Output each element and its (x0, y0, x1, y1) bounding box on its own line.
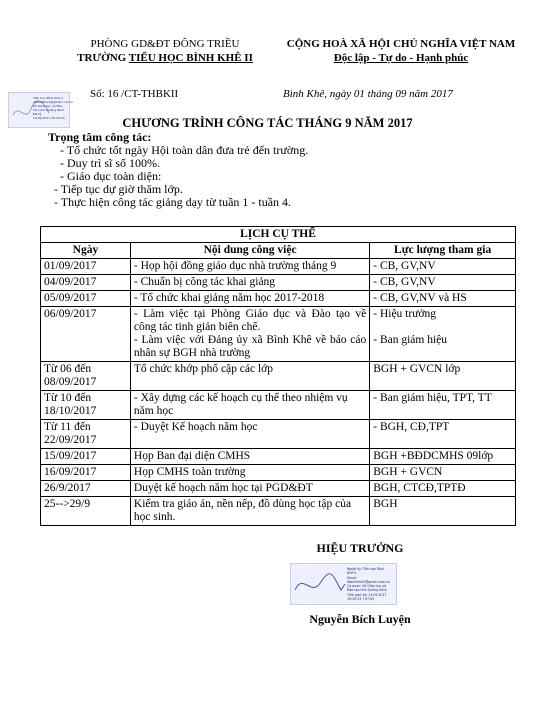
table-row (41, 497, 516, 526)
force-cell: BGH + GVCN (370, 465, 516, 481)
content-cell: - Tổ chức khai giảng năm học 2017-2018 (130, 291, 369, 307)
table-row (41, 481, 516, 497)
force-cell: BGH + GVCN lớp (370, 362, 516, 391)
force-line: - Hiệu trưởng (373, 308, 437, 320)
table-row (41, 259, 516, 275)
force-cell: BGH +BĐDCMHS 09lớp (370, 449, 516, 465)
stamp-text: Tiểu học Bình Khê II dtbinhkhe2@gmail.com.vn Sở Giáo dục và Đào Tạo tỉnh Quảng Ninh Đã ký 14.09.2017 10:29:33 (33, 96, 74, 120)
content-cell: Duyệt kế hoạch năm học tại PGD&ĐT (130, 481, 369, 497)
motto: Độc lập - Tự do - Hạnh phúc (333, 52, 469, 64)
table-row (41, 420, 516, 449)
content-cell: - Họp hội đồng giáo dục nhà trường tháng 9 (130, 259, 369, 275)
focus-heading: Trọng tâm công tác: (48, 130, 152, 144)
date-cell: 05/09/2017 (41, 291, 131, 307)
focus-item: - Tổ chức tốt ngày Hội toàn dân đưa trẻ đến trường. (60, 143, 309, 157)
focus-item: - Duy trì sĩ số 100%. (60, 156, 160, 170)
date-cell: Từ 11 đến 22/09/2017 (41, 420, 131, 449)
schedule-table (40, 226, 516, 526)
force-cell: - Ban giám hiệu, TPT, TT (370, 391, 516, 420)
table-row (41, 449, 516, 465)
signer-role: HIỆU TRƯỞNG (316, 541, 404, 555)
schedule-title: LỊCH CỤ THỂ (41, 227, 516, 243)
force-cell: - CB, GV,NV (370, 275, 516, 291)
school-name: TIỂU HỌC BÌNH KHÊ II (128, 52, 253, 64)
content-cell: Tổ chức khớp phổ cập các lớp (130, 362, 369, 391)
digital-signature-stamp (290, 563, 397, 605)
col-header-date: Ngày (41, 243, 131, 259)
force-line: - Ban giám hiệu (373, 334, 448, 346)
content-cell: - Chuẩn bị công tác khai giảng (130, 275, 369, 291)
col-header-content: Nội dung công việc (130, 243, 369, 259)
date-cell: Từ 06 đến 08/09/2017 (41, 362, 131, 391)
table-row (41, 307, 516, 362)
table-row (41, 291, 516, 307)
date-cell: 06/09/2017 (41, 307, 131, 362)
school-prefix: TRƯỜNG (77, 52, 129, 64)
table-header-row (41, 243, 516, 259)
force-cell (370, 307, 516, 362)
force-cell: - CB, GV,NV (370, 259, 516, 275)
content-cell: Họp CMHS toàn trường (130, 465, 369, 481)
date-cell: Từ 10 đến 18/10/2017 (41, 391, 131, 420)
date-cell: 01/09/2017 (41, 259, 131, 275)
page-title: CHƯƠNG TRÌNH CÔNG TÁC THÁNG 9 NĂM 2017 (122, 116, 413, 130)
content-cell (130, 307, 369, 362)
force-cell: BGH (370, 497, 516, 526)
date-cell: 26/9/2017 (41, 481, 131, 497)
content-cell: Họp Ban đại diện CMHS (130, 449, 369, 465)
content-line: - Làm việc với Đảng ủy xã Bình Khê về báo cáo nhân sự BGH nhà trường (133, 334, 367, 359)
date-cell: 25-->29/9 (41, 497, 131, 526)
content-cell: - Duyệt Kế hoạch năm học (130, 420, 369, 449)
table-row (41, 465, 516, 481)
content-cell: - Xây dựng các kế hoạch cụ thể theo nhiệm vụ năm học (130, 391, 369, 420)
table-row (41, 275, 516, 291)
date-cell: 15/09/2017 (41, 449, 131, 465)
signer-name: Nguyễn Bích Luyện (309, 612, 411, 626)
stamp-text: Người ký: Tiểu học Bình Khê II Email: dtbinhkhe2@gmail.com.vn Cơ quan: Sở Giáo dục và Đào tạo tỉnh Quảng Ninh Thời gian ký: 14.09.2017 10:29:33 +07:00 (347, 567, 390, 602)
table-row (41, 391, 516, 420)
force-cell: - BGH, CĐ,TPT (370, 420, 516, 449)
school-line (60, 52, 270, 64)
country-name: CỘNG HOÀ XÃ HỘI CHỦ NGHĨA VIỆT NAM (286, 38, 516, 50)
focus-item: - Thực hiện công tác giảng dạy từ tuần 1 - tuần 4. (54, 195, 292, 209)
col-header-force: Lực lượng tham gia (370, 243, 516, 259)
dept-name: PHÒNG GD&ĐT ĐÔNG TRIỀU (90, 38, 240, 50)
focus-item: - Giáo dục toàn diện: (60, 169, 162, 183)
date-cell: 04/09/2017 (41, 275, 131, 291)
force-cell: BGH, CTCĐ,TPTĐ (370, 481, 516, 497)
focus-section (48, 131, 308, 209)
table-row (41, 362, 516, 391)
doc-number: Số: 16 /CT-THBKII (90, 88, 179, 100)
force-cell: - CB, GV,NV và HS (370, 291, 516, 307)
content-line: - Làm việc tại Phòng Giáo dục và Đào tạo về công tác tinh giản biên chế. (133, 308, 367, 333)
focus-item: - Tiếp tục dự giờ thăm lớp. (54, 182, 183, 196)
schedule-title-row (41, 227, 516, 243)
place-date: Bình Khê, ngày 01 tháng 09 năm 2017 (283, 88, 453, 100)
content-cell: Kiểm tra giáo án, nền nếp, đồ dùng học tập của học sinh. (130, 497, 369, 526)
date-cell: 16/09/2017 (41, 465, 131, 481)
